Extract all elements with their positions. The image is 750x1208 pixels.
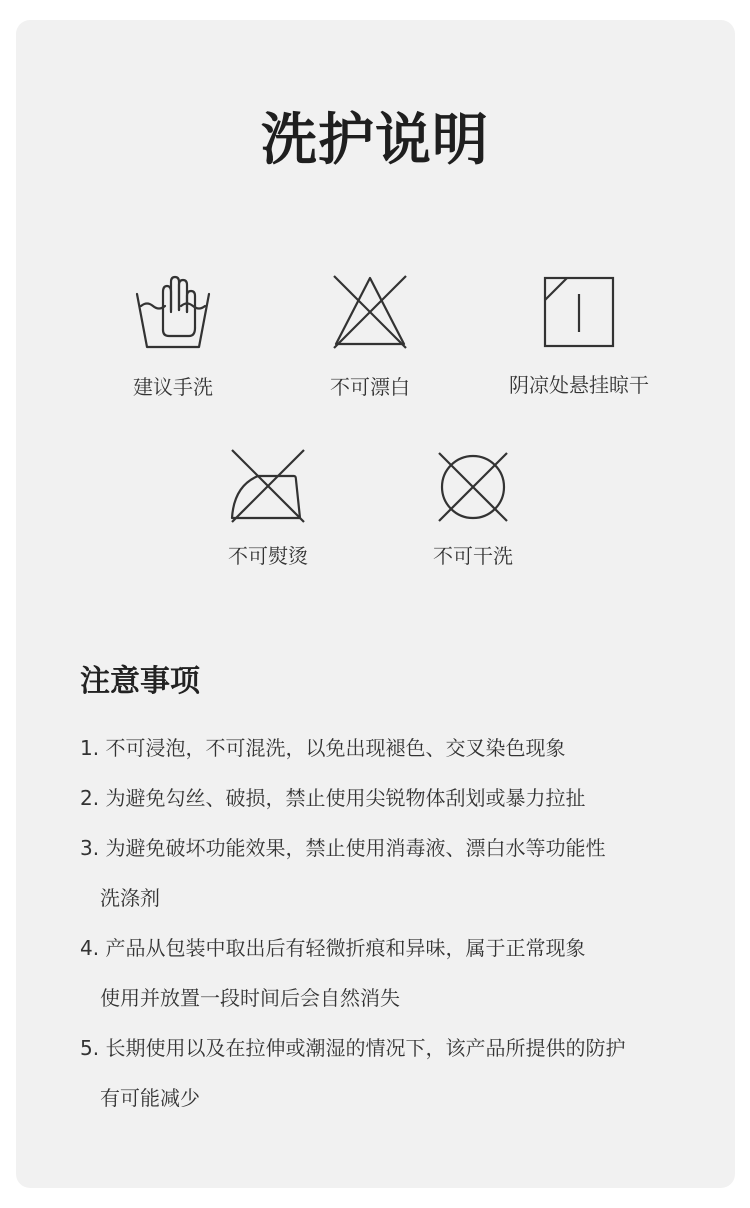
care-label-no-iron: 不可熨烫 [228,544,308,568]
note-line: 1. 不可浸泡，不可混洗，以免出现褪色、交叉染色现象 [80,736,566,760]
care-item-line-dry-shade [479,272,679,412]
care-label-line-dry-shade: 阴凉处悬挂晾干 [509,373,649,397]
no-dry-clean-icon [433,449,513,529]
page-title: 洗护说明 [261,108,489,173]
care-item-hand-wash [73,270,273,410]
care-label-no-bleach: 不可漂白 [330,375,410,399]
note-line: 3. 为避免破坏功能效果，禁止使用消毒液、漂白水等功能性 [80,836,606,860]
note-line: 4. 产品从包装中取出后有轻微折痕和异味，属于正常现象 [80,936,586,960]
care-item-no-bleach [270,272,470,412]
line-dry-shade-icon [539,272,619,352]
care-item-no-dry-clean [373,449,573,579]
no-iron-icon [228,446,308,526]
note-line: 5. 长期使用以及在拉伸或潮湿的情况下，该产品所提供的防护 [80,1036,626,1060]
note-line: 洗涤剂 [100,886,160,910]
note-line: 有可能减少 [100,1086,200,1110]
note-line: 2. 为避免勾丝、破损，禁止使用尖锐物体刮划或暴力拉扯 [80,786,586,810]
care-label-hand-wash: 建议手洗 [133,375,213,399]
no-bleach-icon [330,272,410,352]
care-label-no-dry-clean: 不可干洗 [433,544,513,568]
note-line: 使用并放置一段时间后会自然消失 [100,986,400,1010]
care-card [16,20,735,1188]
notes-heading: 注意事项 [80,664,200,699]
hand-wash-icon [133,270,213,350]
care-item-no-iron [168,446,368,576]
